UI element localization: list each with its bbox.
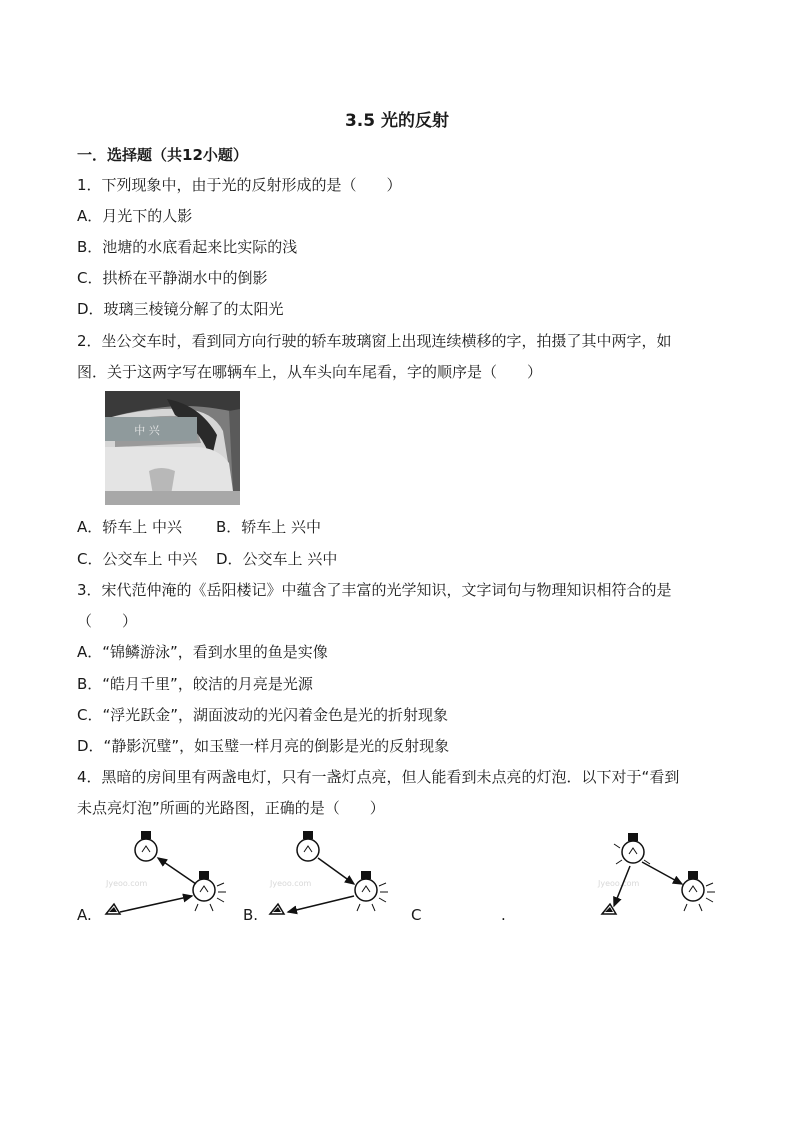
page-title: 3.5 光的反射 [344, 111, 450, 131]
q3-option-a: A．“锦鳞游泳”，看到水里的鱼是实像 [77, 643, 328, 661]
diagram-a [100, 822, 230, 922]
photo-window-text: 中 兴 [134, 424, 160, 437]
q3-option-b: B．“皓月千里”，皎洁的月亮是光源 [77, 675, 313, 693]
q1-option-a: A．月光下的人影 [77, 207, 193, 225]
unlit-bulb-icon [297, 831, 319, 861]
q1-option-c: C．拱桥在平静湖水中的倒影 [77, 269, 268, 287]
q3-stem-line1: 3．宋代范仲淹的《岳阳楼记》中蕴含了丰富的光学知识，文字词句与物理知识相符合的是 [77, 581, 672, 599]
eye-icon [270, 904, 284, 914]
q3-stem-line2: （ ） [77, 612, 138, 630]
q2-option-d: D．公交车上 兴中 [216, 550, 338, 568]
q2-option-a: A．轿车上 中兴 [77, 518, 183, 536]
unlit-bulb-icon [682, 871, 715, 911]
q2-option-b: B．轿车上 兴中 [216, 518, 322, 536]
unlit-bulb-icon [135, 831, 157, 861]
lit-bulb-icon [614, 833, 650, 864]
q4-stem-line1: 4．黑暗的房间里有两盏电灯，只有一盏灯点亮，但人能看到未点亮的灯泡．以下对于“看到 [77, 768, 680, 786]
watermark: Jyeoo.com [598, 879, 640, 888]
q2-stem-line1: 2．坐公交车时，看到同方向行驶的轿车玻璃窗上出现连续横移的字，拍摄了其中两字，如 [77, 332, 672, 350]
q4-option-c-label: C [411, 906, 422, 924]
q4-option-b-label: B. [243, 906, 259, 924]
q1-stem: 1．下列现象中，由于光的反射形成的是（ ） [77, 176, 402, 194]
section-heading: 一．选择题（共12小题） [77, 146, 248, 164]
diagram-d [592, 822, 722, 922]
q3-option-c: C．“浮光跃金”，湖面波动的光闪着金色是光的折射现象 [77, 706, 449, 724]
q2-stem-line2: 图．关于这两字写在哪辆车上，从车头向车尾看，字的顺序是（ ） [77, 363, 543, 381]
q4-option-c-period: . [501, 906, 506, 924]
q3-option-d: D．“静影沉璧”，如玉璧一样月亮的倒影是光的反射现象 [77, 737, 450, 755]
car-window-photo [105, 391, 240, 505]
lit-bulb-icon [193, 871, 226, 911]
eye-icon [106, 904, 120, 914]
diagram-b [264, 822, 394, 922]
lit-bulb-icon [355, 871, 388, 911]
watermark: Jyeoo.com [106, 879, 148, 888]
watermark: Jyeoo.com [270, 879, 312, 888]
q1-option-d: D．玻璃三棱镜分解了的太阳光 [77, 300, 284, 318]
q4-stem-line2: 未点亮灯泡”所画的光路图，正确的是（ ） [77, 799, 385, 817]
q1-option-b: B．池塘的水底看起来比实际的浅 [77, 238, 298, 256]
q4-option-a-label: A. [77, 906, 92, 924]
q2-option-c: C．公交车上 中兴 [77, 550, 198, 568]
